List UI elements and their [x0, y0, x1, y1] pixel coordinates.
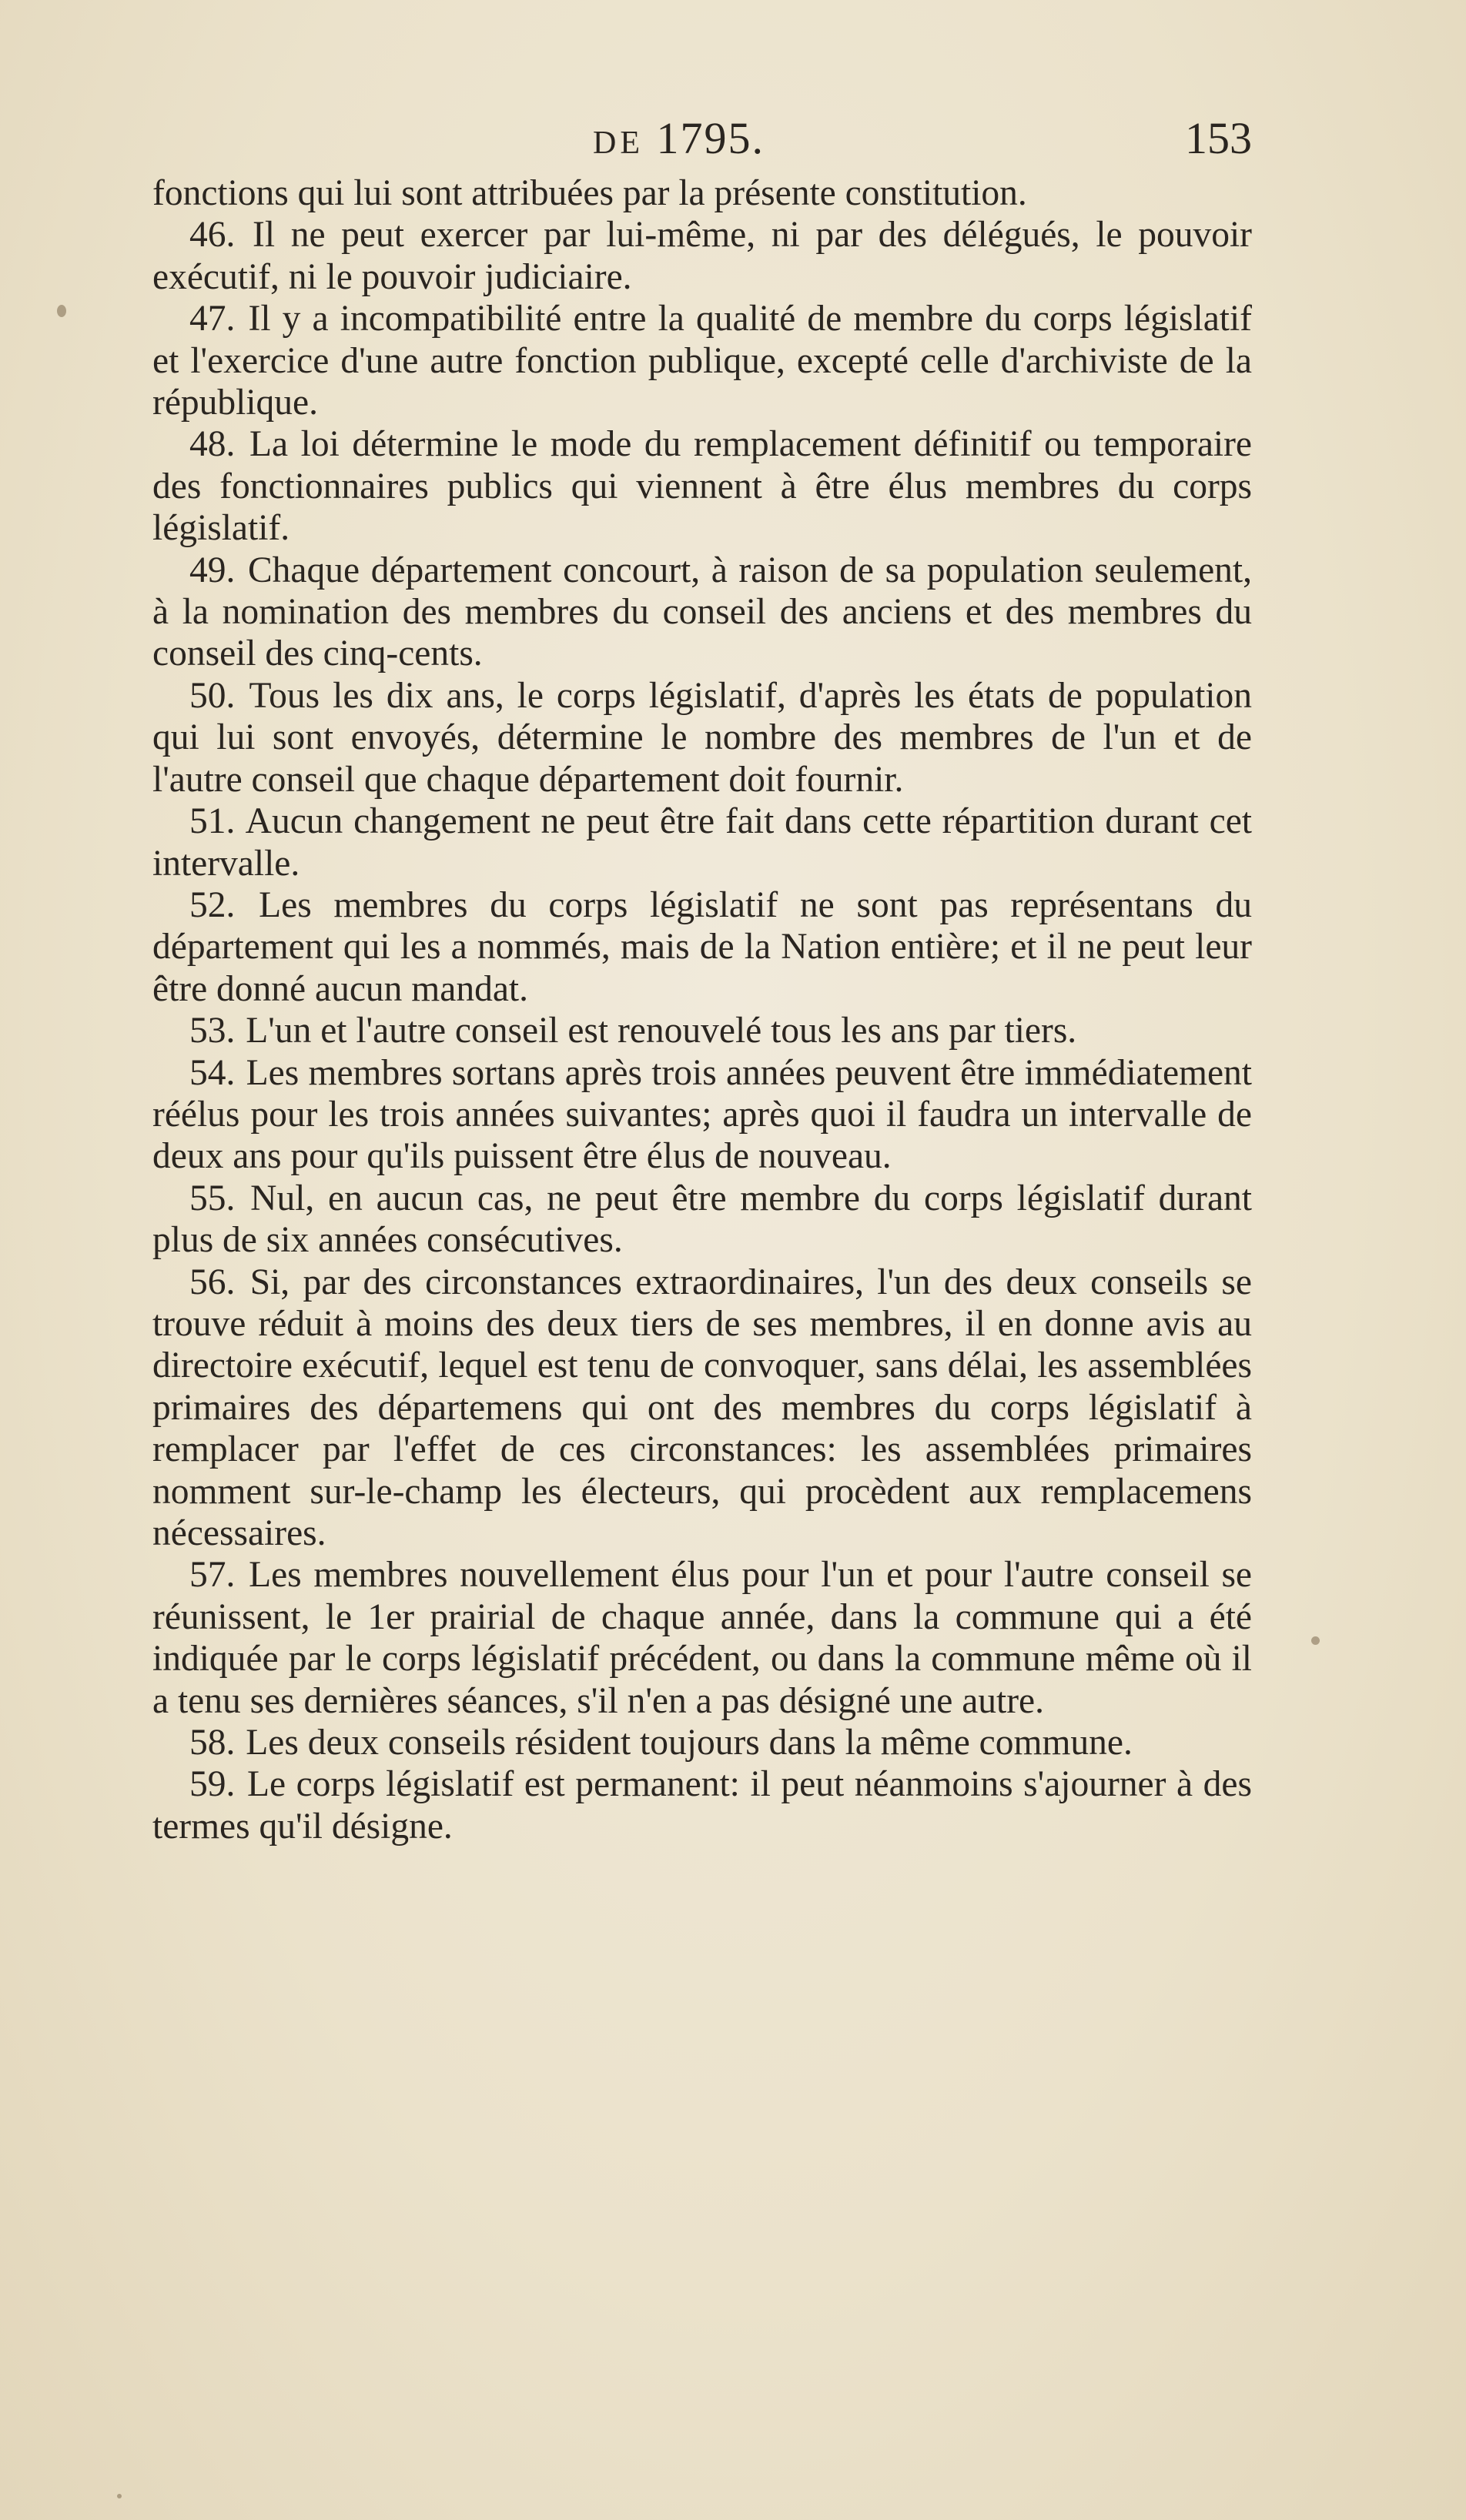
article-paragraph — [152, 884, 1252, 1010]
article-text: Aucun changement ne peut être fait dans cette répartition durant cet intervalle. — [152, 801, 1252, 884]
article-text: Si, par des circonstances extraordinaires, l'un des deux conseils se trouve réduit à moins des deux tiers de ses membres, il en donne avis au directoire exécutif, lequel est tenu de convoquer, sans délai, les assemblées primaires des départemens qui ont des membres du corps législatif à remplacer par l'effet de ces circonstances: les assemblées primaires nomment sur-le-champ les électeurs, qui procèdent aux remplacemens nécessaires. — [152, 1262, 1253, 1553]
article-number: 56. — [189, 1262, 236, 1302]
article-list — [152, 214, 1252, 1847]
article-number: 59. — [189, 1764, 236, 1805]
article-paragraph — [152, 1010, 1252, 1051]
article-text: Nul, en aucun cas, ne peut être membre du corps législatif durant plus de six années consécutives. — [152, 1178, 1252, 1261]
article-paragraph — [152, 1052, 1252, 1178]
article-number: 57. — [189, 1555, 236, 1596]
article-paragraph — [152, 1722, 1252, 1763]
running-head — [152, 108, 1252, 172]
article-paragraph — [152, 550, 1252, 675]
article-number: 48. — [189, 424, 236, 465]
article-text: Le corps législatif est permanent: il peut néanmoins s'ajourner à des termes qu'il désigne. — [152, 1764, 1252, 1847]
article-number: 53. — [189, 1011, 236, 1051]
continuation-paragraph: fonctions qui lui sont attribuées par la présente constitution. — [152, 173, 1027, 213]
article-paragraph — [152, 675, 1252, 800]
article-number: 46. — [189, 215, 236, 256]
article-paragraph — [152, 298, 1252, 423]
article-paragraph — [152, 1178, 1252, 1262]
article-number: 49. — [189, 550, 236, 590]
article-text: Il ne peut exercer par lui-même, ni par des délégués, le pouvoir exécutif, ni le pouvoir judiciaire. — [152, 215, 1252, 297]
article-text: Les membres nouvellement élus pour l'un et pour l'autre conseil se réunissent, le 1er prairial de chaque année, dans la commune qui a été indiquée par le corps législatif précédent, ou dans la commune même où il a tenu ses dernières séances, s'il n'en a pas désigné une autre. — [152, 1555, 1253, 1721]
article-text: La loi détermine le mode du remplacement définitif ou temporaire des fonctionnaires publics qui viennent à être élus membres du corps législatif. — [152, 424, 1252, 549]
paper-spot — [57, 305, 66, 317]
paper-spot — [1311, 1636, 1320, 1645]
article-text: L'un et l'autre conseil est renouvelé tous les ans par tiers. — [246, 1011, 1077, 1051]
article-number: 47. — [189, 299, 236, 339]
article-paragraph — [152, 1262, 1252, 1555]
article-number: 52. — [189, 884, 236, 925]
article-number: 58. — [189, 1723, 236, 1763]
book-page — [152, 108, 1252, 1847]
article-paragraph — [152, 423, 1252, 549]
running-title-year: 1795. — [656, 113, 765, 163]
article-paragraph — [152, 1763, 1252, 1847]
article-text: Chaque département concourt, à raison de sa population seulement, à la nomination des membres du conseil des anciens et des membres du conseil des cinq-cents. — [152, 550, 1252, 674]
article-number: 55. — [189, 1178, 236, 1218]
article-text: Tous les dix ans, le corps législatif, d'après les états de population qui lui sont envoyés, détermine le nombre des membres de l'un et de l'autre conseil que chaque département doit fournir. — [152, 675, 1252, 800]
article-number: 51. — [189, 801, 236, 842]
running-title — [593, 112, 765, 164]
article-number: 50. — [189, 675, 236, 716]
paper-spot — [117, 2494, 122, 2498]
page-number: 153 — [1185, 113, 1252, 163]
article-text: Il y a incompatibilité entre la qualité de membre du corps législatif et l'exercice d'une autre fonction publique, excepté celle d'archiviste de la république. — [152, 299, 1252, 423]
article-paragraph — [152, 1554, 1252, 1722]
article-number: 54. — [189, 1052, 236, 1093]
running-title-prefix: DE — [593, 125, 644, 161]
article-text: Les deux conseils résident toujours dans la même commune. — [246, 1723, 1133, 1763]
article-text: Les membres du corps législatif ne sont pas représentans du département qui les a nommés, mais de la Nation entière; et il ne peut leur être donné aucun mandat. — [152, 884, 1252, 1009]
article-text: Les membres sortans après trois années peuvent être immédiatement réélus pour les trois années suivantes; après quoi il faudra un intervalle de deux ans pour qu'ils puissent être élus de nouveau. — [152, 1052, 1253, 1177]
article-paragraph — [152, 800, 1252, 884]
article-paragraph — [152, 214, 1252, 298]
body-text — [152, 172, 1252, 1847]
